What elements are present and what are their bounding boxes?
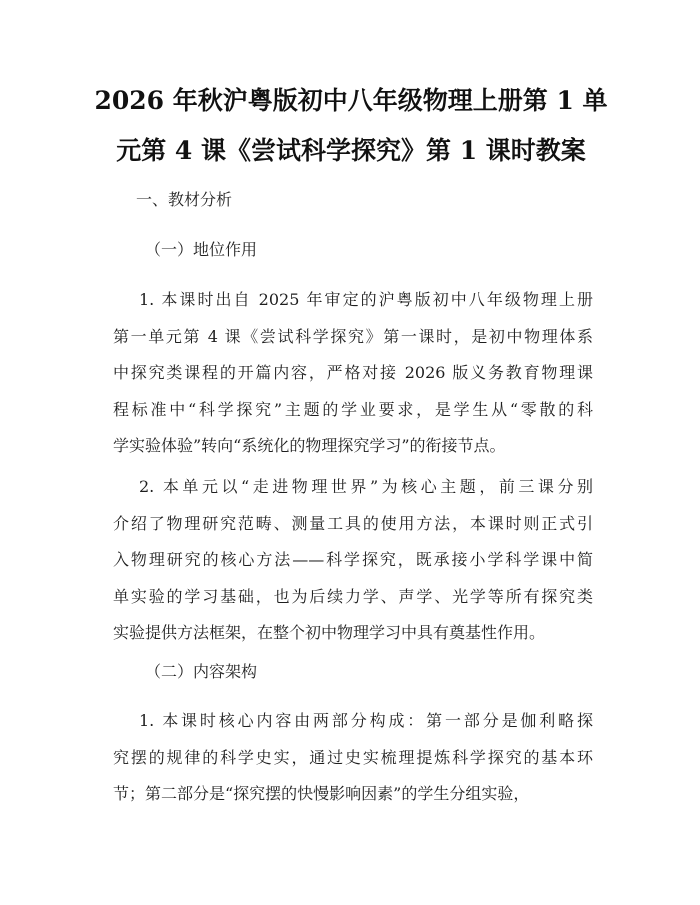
section-heading-textbook-analysis: 一、教材分析 <box>136 190 233 209</box>
paragraph-line: 实验提供方法框架，在整个初中物理学习中具有奠基性作用。 <box>113 623 546 642</box>
paragraph-line: 第一单元第 4 课《尝试科学探究》第一课时，是初中物理体系 <box>113 326 593 346</box>
paragraph-line: 入物理研究的核心方法——科学探究，既承接小学科学课中简 <box>113 550 593 569</box>
paragraph-line: 中探究类课程的开篇内容，严格对接 2026 版义务教育物理课 <box>113 363 593 382</box>
subsection-heading-content-structure: （二）内容架构 <box>145 662 258 681</box>
document-title <box>60 76 642 176</box>
title-line-2: 元第 4 课《尝试科学探究》第 1 课时教案 <box>116 136 586 165</box>
paragraph-line: 单实验的学习基础，也为后续力学、声学、光学等所有探究类 <box>113 586 593 606</box>
paragraph-line: 节；第二部分是“探究摆的快慢影响因素”的学生分组实验， <box>113 784 530 803</box>
paragraph-line: 学实验体验”转向“系统化的物理探究学习”的衔接节点。 <box>113 436 506 455</box>
paragraph-2 <box>113 469 593 652</box>
paragraph-line: 程标准中“科学探究”主题的学业要求，是学生从“零散的科 <box>113 399 593 419</box>
paragraph-1 <box>113 282 593 465</box>
paragraph-line: 1. 本课时核心内容由两部分构成：第一部分是伽利略探 <box>139 711 593 730</box>
title-line-1: 2026 年秋沪粤版初中八年级物理上册第 1 单 <box>94 86 608 115</box>
paragraph-3 <box>113 703 593 813</box>
paragraph-line: 介绍了物理研究范畴、测量工具的使用方法，本课时则正式引 <box>113 513 593 533</box>
subsection-heading-position-role: （一）地位作用 <box>145 240 258 259</box>
paragraph-line: 2. 本单元以“走进物理世界”为核心主题，前三课分别 <box>139 477 593 496</box>
paragraph-line: 究摆的规律的科学史实，通过史实梳理提炼科学探究的基本环 <box>113 747 593 767</box>
paragraph-line: 1. 本课时出自 2025 年审定的沪粤版初中八年级物理上册 <box>139 290 593 309</box>
